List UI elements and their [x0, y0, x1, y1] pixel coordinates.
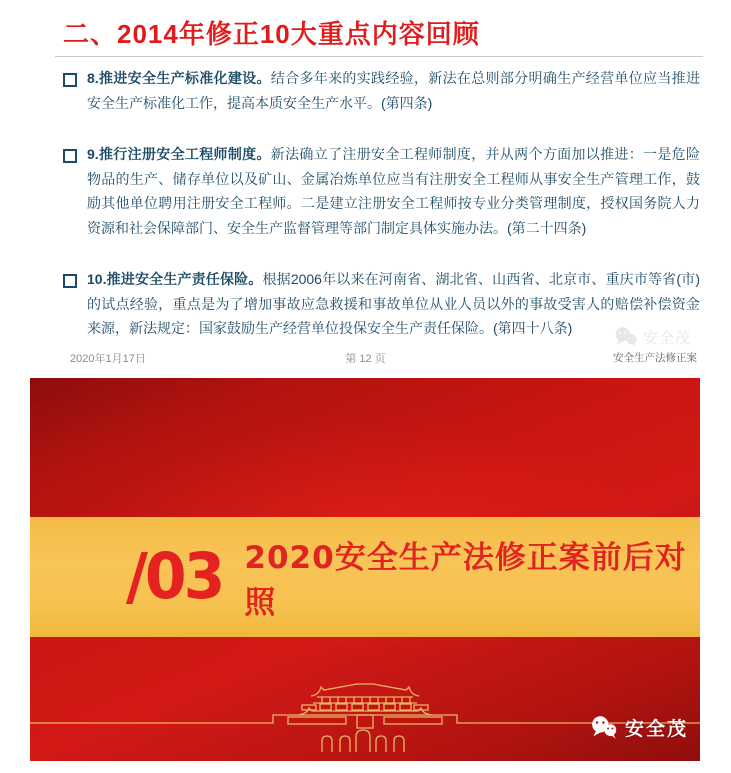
- slide-review: [0, 0, 731, 378]
- list-item: [63, 66, 700, 115]
- wechat-icon: [613, 326, 639, 348]
- bullet-text: [87, 142, 700, 240]
- bullet-text: [87, 66, 700, 115]
- bullet-body: 新法确立了注册安全工程师制度，并从两个方面加以推进：一是危险物品的生产、储存单位以及矿山、金属冶炼单位应当有注册安全工程师从事安全生产管理工作，鼓励其他单位聘用注册安全工程师。二是建立注册安全工程师按专业分类管理制度，授权国务院人力资源和社会保障部门、安全生产监督管理等部门制定具体实施办法。(第二十四条): [87, 146, 700, 236]
- brand-badge: [589, 714, 688, 741]
- watermark-brand-label: 安全茂: [642, 329, 691, 347]
- section-title: 2020安全生产法修正案前后对照: [244, 540, 687, 621]
- square-bullet-icon: [63, 73, 77, 87]
- brand-label: 安全茂: [624, 719, 688, 740]
- slide-section-cover: [30, 378, 700, 761]
- bullet-lead: 10.推进安全生产责任保险。: [87, 271, 263, 287]
- slide-footer: [0, 329, 731, 368]
- list-item: [63, 142, 700, 240]
- footer-page-number: 第 12 页: [345, 353, 386, 365]
- bullet-lead: 9.推行注册安全工程师制度。: [87, 146, 271, 162]
- wechat-icon: [589, 715, 619, 740]
- title-divider: [55, 56, 703, 57]
- footer-watermark-caption: 安全生产法修正案: [613, 352, 697, 364]
- section-number: /03: [126, 540, 223, 614]
- square-bullet-icon: [63, 149, 77, 163]
- bullet-text: [87, 267, 700, 341]
- bullet-body: 结合多年来的实践经验，新法在总则部分明确生产经营单位应当推进安全生产标准化工作，提高本质安全生产水平。(第四条): [87, 70, 700, 111]
- footer-watermark: [613, 326, 691, 348]
- square-bullet-icon: [63, 274, 77, 288]
- bullet-list: [63, 66, 700, 368]
- bullet-body: 根据2006年以来在河南省、湖北省、山西省、北京市、重庆市等省(市)的试点经验，重点是为了增加事故应急救援和事故单位从业人员以外的事故受害人的赔偿补偿资金来源，新法规定：国家鼓励生产经营单位投保安全生产责任保险。(第四十八条): [87, 271, 700, 336]
- footer-date: 2020年1月17日: [70, 353, 146, 365]
- section-banner: [30, 517, 700, 637]
- slide-title: 二、2014年修正10大重点内容回顾: [63, 19, 480, 49]
- list-item: [63, 267, 700, 341]
- bullet-lead: 8.推进安全生产标准化建设。: [87, 70, 271, 86]
